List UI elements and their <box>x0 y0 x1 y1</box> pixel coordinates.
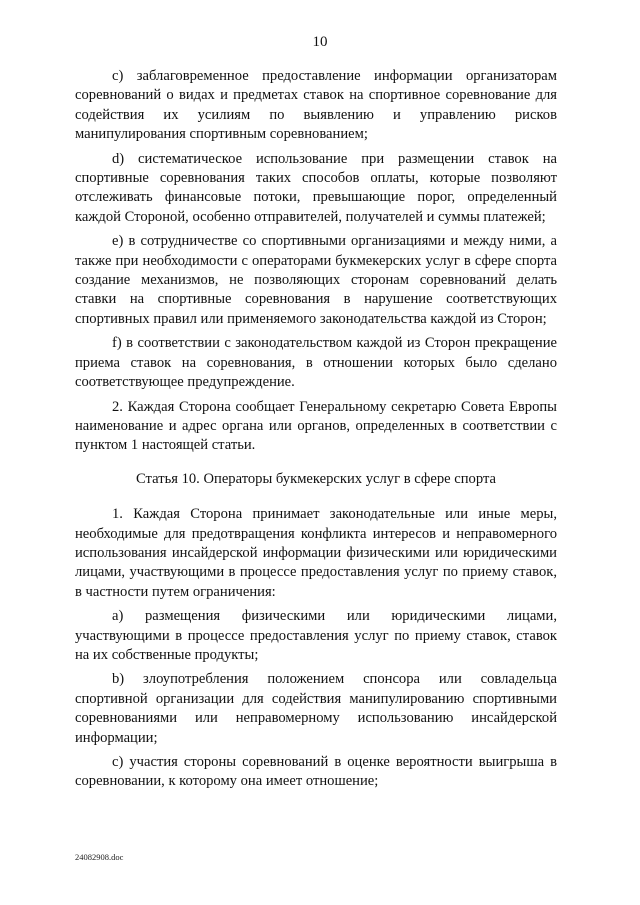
paragraph-item-f: f) в соответствии с законодательством каждой из Сторон прекращение приема ставок на соревнования, в отношении которых было сделано соответствующее предупреждение. <box>75 335 557 391</box>
paragraph-item-d: d) систематическое использование при размещении ставок на спортивные соревнования таких способов оплаты, которые позволяют отслеживать финансовые потоки, превышающие порог, определенный каждой Стороной, особенно отправителей, получателей и суммы платежей; <box>75 150 557 225</box>
article-heading: Статья 10. Операторы букмекерских услуг в сфере спорта <box>136 470 496 487</box>
page-number: 10 <box>312 34 328 50</box>
paragraph-subitem-b: b) злоупотребления положением спонсора или совладельца спортивной организации для содействия манипулированию спортивными соревнованиями или неправомерному использованию инсайдерской информации; <box>75 671 557 746</box>
paragraph-clause-2: 2. Каждая Сторона сообщает Генеральному секретарю Совета Европы наименование и адрес органа или органов, определенных в соответствии с пунктом 1 настоящей статьи. <box>75 398 557 454</box>
footer-filename: 24082908.doc <box>75 852 124 862</box>
paragraph-clause-1: 1. Каждая Сторона принимает законодательные или иные меры, необходимые для предотвращения конфликта интересов и неправомерного использования инсайдерской информации физическими или юридическими лицами, участвующими в процессе предоставления услуг по приему ставок, в частности путем ограничения: <box>75 506 557 600</box>
paragraph-item-c: c) заблаговременное предоставление информации организаторам соревнований о видах и предметах ставок на спортивное соревнование для содействия их усилиям по выявлению и управлению рисков манипулирования спортивным соревнованием; <box>75 68 557 143</box>
paragraph-subitem-a: a) размещения физическими или юридическими лицами, участвующими в процессе предоставления услуг по приему ставок, ставок на их собственные продукты; <box>75 608 557 663</box>
document-body <box>75 67 557 797</box>
paragraph-subitem-c: c) участия стороны соревнований в оценке вероятности выигрыша в соревновании, к которому она имеет отношение; <box>75 754 557 790</box>
paragraph-item-e: e) в сотрудничестве со спортивными организациями и между ними, а также при необходимости с операторами букмекерских услуг в сфере спорта создание механизмов, не позволяющих сторонам соревнований делать ставки на спортивные соревнования в нарушение соответствующих спортивных правил или применяемого законодательства каждой из Сторон; <box>75 233 557 327</box>
